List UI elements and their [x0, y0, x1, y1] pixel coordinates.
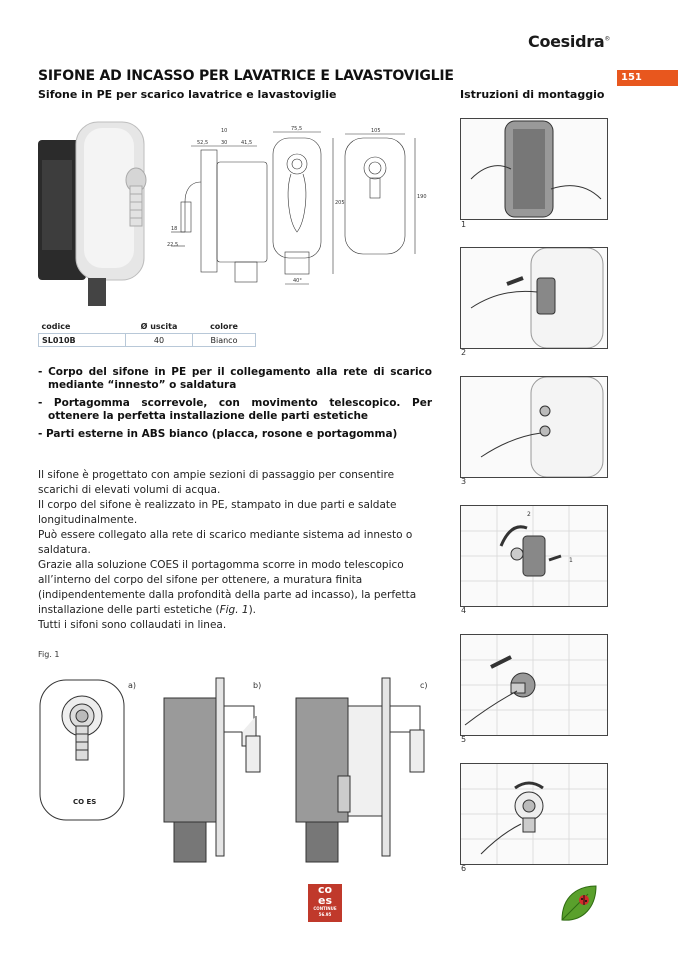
fig1-logo-text: CO ES — [73, 798, 97, 806]
dim-75-5: 75,5 — [291, 126, 303, 132]
step-6-number: 6 — [461, 864, 467, 873]
fig1-b-drawing — [160, 676, 270, 866]
paragraph: Il sifone è progettato con ampie sezioni di passaggio per consentire scarichi di elevati volumi di acqua. — [38, 469, 395, 496]
leaf-ladybug-icon — [556, 882, 600, 926]
fig-reference: Fig. 1 — [219, 604, 249, 616]
step-2-image — [460, 247, 608, 349]
step-2-number: 2 — [461, 348, 467, 357]
feature-list — [38, 366, 432, 446]
step-4-number: 4 — [461, 606, 467, 615]
step-3-number: 3 — [461, 477, 467, 486]
step-4-arrow-label-1: 1 — [569, 557, 573, 564]
step-1-image — [460, 118, 608, 220]
header-uscita: Ø uscita — [140, 322, 178, 331]
dim-190: 190 — [417, 194, 427, 200]
fig1-label: Fig. 1 — [38, 650, 60, 659]
paragraph: Grazie alla soluzione COES il portagomma scorre in modo telescopico all’interno del corpo del sifone per ottenere, a muratura finita (indipendentemente dalla profondità della parte ad incasso), la perfetta installazione delle parti estetiche (Fig. 1). — [38, 559, 417, 616]
table-row — [39, 334, 256, 347]
step-5-number: 5 — [461, 735, 467, 744]
step-1-number: 1 — [461, 220, 467, 229]
coes-footer-logo: co es CONTINUE 56.95 — [308, 884, 342, 922]
cell-colore: Bianco — [193, 334, 256, 347]
paragraph: Tutti i sifoni sono collaudati in linea. — [38, 619, 227, 631]
cell-codice: SL010B — [39, 334, 126, 347]
fig1-a-drawing — [38, 676, 128, 826]
product-code-table — [38, 320, 256, 347]
dim-205: 205 — [335, 200, 345, 206]
description-text — [38, 468, 432, 633]
list-item: - Parti esterne in ABS bianco (placca, rosone e portagomma) — [38, 428, 398, 440]
page-number: 151 — [617, 70, 678, 86]
dim-105: 105 — [371, 128, 381, 134]
step-4-image — [460, 505, 608, 607]
dim-52-5: 52,5 — [197, 140, 209, 146]
technical-drawing — [165, 122, 435, 302]
step-4-arrow-label-2: 2 — [527, 511, 531, 518]
brand-logo: Coesidra® — [528, 32, 611, 51]
list-item: - Corpo del sifone in PE per il collegamento alla rete di scarico mediante “innesto” o saldatura — [38, 366, 432, 391]
paragraph: Può essere collegato alla rete di scarico mediante sistema ad innesto o saldatura. — [38, 529, 413, 556]
cell-uscita: 40 — [126, 334, 193, 347]
header-colore: colore — [210, 322, 238, 331]
fig1-c-label: c) — [420, 681, 428, 690]
fig1-a-label: a) — [128, 681, 137, 690]
step-6-image — [460, 763, 608, 865]
step-5-image — [460, 634, 608, 736]
instructions-title: Istruzioni di montaggio — [460, 88, 605, 101]
list-item: - Portagomma scorrevole, con movimento telescopico. Per ottenere la perfetta installazione delle parti estetiche — [38, 397, 432, 422]
product-photo — [36, 120, 156, 310]
fig1-b-label: b) — [253, 681, 262, 690]
paragraph: Il corpo del sifone è realizzato in PE, stampato in due parti e saldate longitudinalmente. — [38, 499, 397, 526]
step-3-image — [460, 376, 608, 478]
fig1-c-drawing — [292, 676, 442, 866]
dim-30: 30 — [221, 140, 228, 146]
page-title: SIFONE AD INCASSO PER LAVATRICE E LAVASTOVIGLIE — [38, 68, 454, 84]
dim-18: 18 — [171, 226, 178, 232]
dim-41-5: 41,5 — [241, 140, 253, 146]
page-subtitle: Sifone in PE per scarico lavatrice e lavastoviglie — [38, 88, 337, 101]
dim-10: 10 — [221, 128, 228, 134]
dim-22-5: 22,5 — [167, 242, 179, 248]
dim-40: 40° — [293, 278, 302, 284]
header-codice: codice — [41, 322, 71, 331]
